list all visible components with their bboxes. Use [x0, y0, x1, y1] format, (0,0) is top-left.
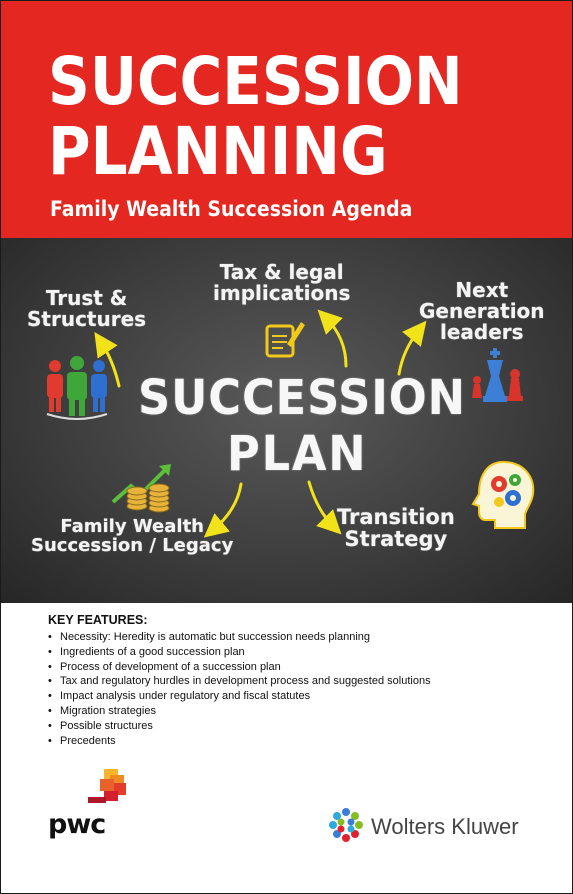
- title-banner: [1, 1, 572, 238]
- node-family-wealth: [31, 518, 233, 556]
- center-label-line-1: SUCCESSION: [138, 370, 466, 426]
- node-text: leaders: [439, 320, 524, 344]
- arrow-to-next: [399, 330, 419, 374]
- node-text: Structures: [27, 307, 147, 331]
- wolters-kluwer-logo-mark: [328, 807, 364, 843]
- book-title-line-1: SUCCESSION: [48, 43, 463, 120]
- node-transition-strategy: [337, 506, 455, 550]
- list-item: • Process of development of a succession plan: [48, 660, 548, 675]
- head-gears-icon: [469, 458, 539, 530]
- key-features-section: [48, 613, 548, 748]
- key-features-heading: KEY FEATURES:: [48, 613, 148, 627]
- node-tax-legal: [213, 262, 350, 304]
- node-text: Strategy: [344, 527, 448, 552]
- arrow-to-tax: [326, 318, 346, 366]
- node-text: Tax & legal: [219, 260, 344, 284]
- document-pen-icon: [263, 318, 307, 358]
- key-features-list: [48, 630, 548, 748]
- book-title-line-2: PLANNING: [48, 113, 388, 190]
- node-text: Next: [455, 278, 509, 302]
- list-item: • Necessity: Heredity is automatic but succession needs planning: [48, 630, 548, 645]
- node-text: Generation: [419, 299, 545, 323]
- node-text: Family Wealth: [60, 516, 204, 537]
- pwc-logo-text: pwc: [48, 809, 106, 840]
- node-text: Succession / Legacy: [31, 534, 234, 556]
- coins-growth-icon: [109, 458, 183, 516]
- chess-pieces-icon: [469, 346, 525, 404]
- node-text: implications: [213, 281, 351, 305]
- wolters-kluwer-logo-text: Wolters Kluwer: [371, 814, 519, 839]
- list-item: • Migration strategies: [48, 704, 548, 719]
- book-subtitle: Family Wealth Succession Agenda: [50, 197, 413, 221]
- node-next-generation: [419, 280, 545, 343]
- list-item: • Tax and regulatory hurdles in development process and suggested solutions: [48, 674, 548, 689]
- arrow-to-transition: [309, 482, 333, 526]
- list-item: • Impact analysis under regulatory and fiscal statutes: [48, 689, 548, 704]
- list-item: • Possible structures: [48, 719, 548, 734]
- list-item: • Precedents: [48, 734, 548, 749]
- pwc-logo-mark: [48, 769, 148, 809]
- node-text: Transition: [337, 505, 455, 529]
- people-group-icon: [41, 356, 113, 420]
- chalkboard-diagram: [1, 238, 572, 603]
- node-text: Trust &: [45, 286, 128, 310]
- list-item: • Ingredients of a good succession plan: [48, 645, 548, 660]
- node-trust-structures: [27, 288, 146, 330]
- center-label-line-2: PLAN: [227, 426, 368, 482]
